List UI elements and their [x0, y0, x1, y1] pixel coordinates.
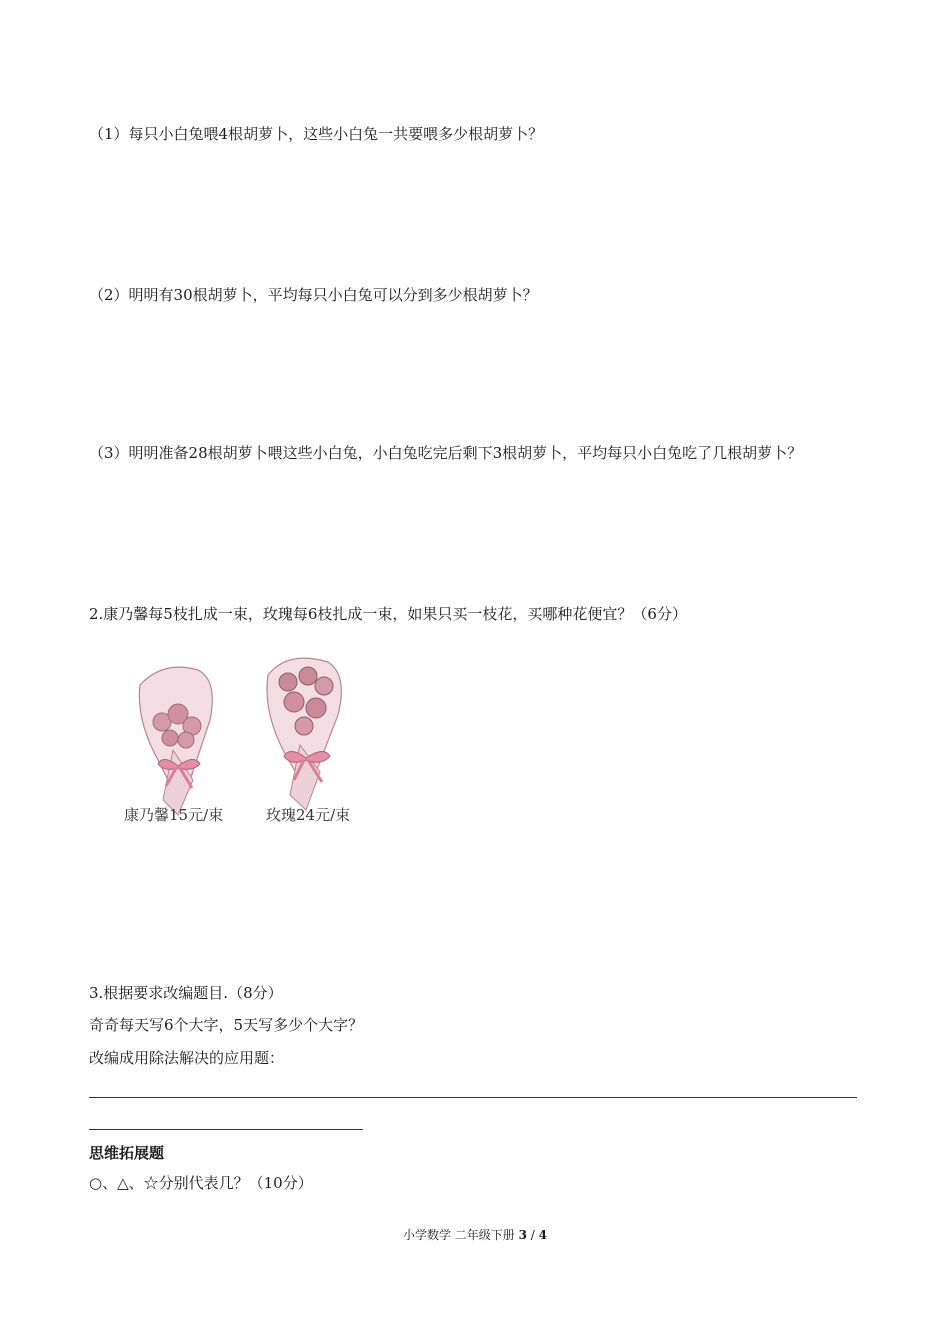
footer-subject: 小学数学 二年级下册	[402, 1228, 519, 1242]
footer-page-number: 3	[518, 1228, 527, 1242]
question-4: ○、△、☆分别代表几？（10分）	[89, 1174, 313, 1192]
footer-page-total: 4	[538, 1228, 548, 1242]
answer-line-1[interactable]	[89, 1097, 857, 1098]
footer-separator: /	[526, 1228, 539, 1242]
question-1-1: （1）每只小白兔喂4根胡萝卜，这些小白兔一共要喂多少根胡萝卜？	[89, 125, 544, 143]
section-title: 思维拓展题	[89, 1144, 165, 1162]
question-1-2: （2）明明有30根胡萝卜，平均每只小白兔可以分到多少根胡萝卜？	[89, 286, 538, 304]
carnation-price-label: 康乃馨15元/束	[124, 806, 224, 824]
question-1-3: （3）明明准备28根胡萝卜喂这些小白兔，小白兔吃完后剩下3根胡萝卜，平均每只小白兔吃了几根胡萝卜？	[89, 444, 803, 462]
answer-line-2[interactable]	[89, 1129, 363, 1130]
question-3-prompt: 改编成用除法解决的应用题：	[89, 1049, 285, 1067]
carnation-bouquet-icon	[139, 667, 212, 815]
rose-price-label: 玫瑰24元/束	[266, 806, 351, 824]
page-footer	[0, 1226, 950, 1243]
question-3-text: 奇奇每天写6个大字，5天写多少个大字？	[89, 1016, 364, 1034]
rose-bouquet-icon	[267, 658, 341, 810]
question-2: 2.康乃馨每5枝扎成一束，玫瑰每6枝扎成一束，如果只买一枝花，买哪种花便宜？（6分）	[89, 605, 687, 623]
flower-bouquets-figure	[118, 640, 388, 848]
bouquets-illustration	[118, 640, 388, 848]
question-3-title: 3.根据要求改编题目.（8分）	[89, 984, 283, 1002]
